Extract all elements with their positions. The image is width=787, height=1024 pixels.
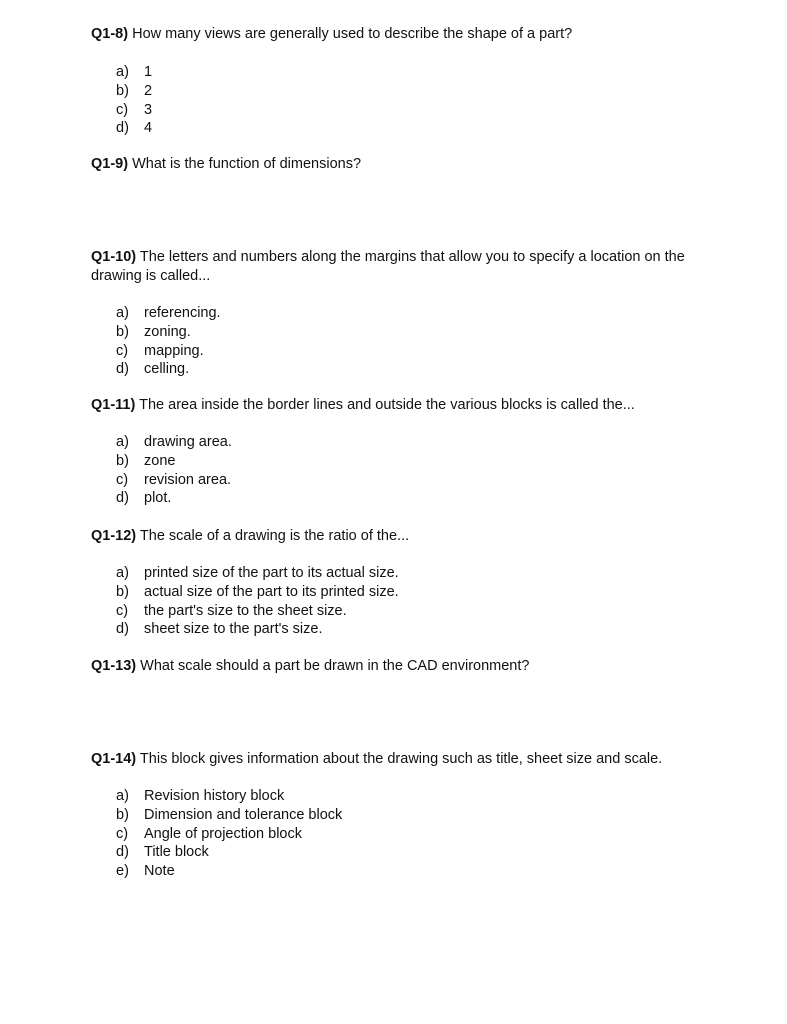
- option-text: 3: [144, 101, 153, 118]
- option-item: [116, 843, 342, 862]
- option-text: zone: [144, 452, 176, 469]
- options-list-q1-8: [116, 63, 152, 138]
- option-item: [116, 471, 232, 490]
- option-text: Angle of projection block: [144, 825, 302, 842]
- option-item: [116, 602, 399, 621]
- options-list-q1-11: [116, 433, 232, 508]
- option-letter: c): [116, 471, 129, 488]
- option-item: [116, 323, 221, 342]
- option-text: Dimension and tolerance block: [144, 806, 343, 823]
- question-text: This block gives information about the drawing such as title, sheet size and scale.: [139, 751, 663, 767]
- question-text: The letters and numbers along the margins that allow you to specify a location on the drawing is called...: [91, 249, 685, 284]
- option-letter: e): [116, 863, 129, 880]
- option-letter: d): [116, 490, 129, 507]
- option-letter: c): [116, 101, 129, 118]
- question-number: Q1-14): [91, 751, 137, 767]
- options-list-q1-10: [116, 304, 221, 379]
- question-text: What scale should a part be drawn in the CAD environment?: [140, 658, 530, 674]
- option-letter: d): [116, 120, 129, 137]
- question-number: Q1-9): [91, 156, 129, 172]
- option-letter: a): [116, 565, 129, 581]
- option-letter: b): [116, 82, 129, 99]
- option-text: Revision history block: [144, 788, 285, 804]
- option-item: [116, 806, 342, 825]
- option-letter: c): [116, 825, 129, 842]
- option-letter: d): [116, 621, 129, 638]
- option-item: [116, 452, 232, 471]
- option-item: [116, 82, 152, 101]
- option-text: 4: [144, 120, 153, 137]
- question-text: The area inside the border lines and outside the various blocks is called the...: [139, 397, 635, 413]
- option-letter: a): [116, 788, 129, 804]
- option-text: actual size of the part to its printed size.: [144, 583, 399, 600]
- question-q1-11: [91, 396, 741, 415]
- question-q1-8: [91, 25, 741, 44]
- option-letter: d): [116, 844, 129, 861]
- option-text: printed size of the part to its actual size.: [144, 565, 399, 581]
- option-text: plot.: [144, 490, 172, 507]
- question-number: Q1-8): [91, 26, 129, 42]
- option-text: Title block: [144, 844, 209, 861]
- option-item: [116, 489, 232, 508]
- option-text: revision area.: [144, 471, 232, 488]
- option-item: [116, 825, 342, 844]
- option-text: the part's size to the sheet size.: [144, 602, 347, 619]
- option-item: [116, 63, 152, 82]
- option-item: [116, 342, 221, 361]
- option-text: Note: [144, 863, 175, 880]
- option-letter: a): [116, 434, 129, 450]
- option-letter: b): [116, 806, 129, 823]
- option-letter: a): [116, 305, 129, 321]
- option-text: 2: [144, 82, 153, 99]
- question-q1-12: [91, 527, 741, 546]
- question-q1-14: [91, 750, 751, 769]
- option-letter: d): [116, 361, 129, 378]
- question-number: Q1-13): [91, 658, 137, 674]
- option-text: mapping.: [144, 342, 204, 359]
- question-q1-9: [91, 155, 741, 174]
- question-number: Q1-12): [91, 528, 137, 544]
- options-list-q1-12: [116, 564, 399, 639]
- option-item: [116, 304, 221, 323]
- option-item: [116, 862, 342, 881]
- option-text: celling.: [144, 361, 190, 378]
- option-letter: b): [116, 323, 129, 340]
- option-item: [116, 620, 399, 639]
- option-letter: c): [116, 342, 129, 359]
- option-text: zoning.: [144, 323, 191, 340]
- option-letter: a): [116, 64, 129, 80]
- options-list-q1-14: [116, 787, 342, 881]
- question-number: Q1-11): [91, 397, 136, 413]
- option-text: 1: [144, 64, 153, 80]
- option-item: [116, 583, 399, 602]
- option-letter: c): [116, 602, 129, 619]
- question-q1-10: [91, 248, 731, 286]
- option-letter: b): [116, 452, 129, 469]
- question-number: Q1-10): [91, 249, 137, 265]
- option-letter: b): [116, 583, 129, 600]
- option-item: [116, 360, 221, 379]
- option-item: [116, 787, 342, 806]
- option-item: [116, 433, 232, 452]
- question-text: The scale of a drawing is the ratio of the...: [139, 528, 410, 544]
- option-item: [116, 564, 399, 583]
- option-text: drawing area.: [144, 434, 232, 450]
- question-q1-13: [91, 657, 741, 676]
- question-text: How many views are generally used to describe the shape of a part?: [132, 26, 573, 42]
- question-text: What is the function of dimensions?: [132, 156, 362, 172]
- option-item: [116, 119, 152, 138]
- option-text: sheet size to the part's size.: [144, 621, 323, 638]
- option-text: referencing.: [144, 305, 221, 321]
- option-item: [116, 101, 152, 120]
